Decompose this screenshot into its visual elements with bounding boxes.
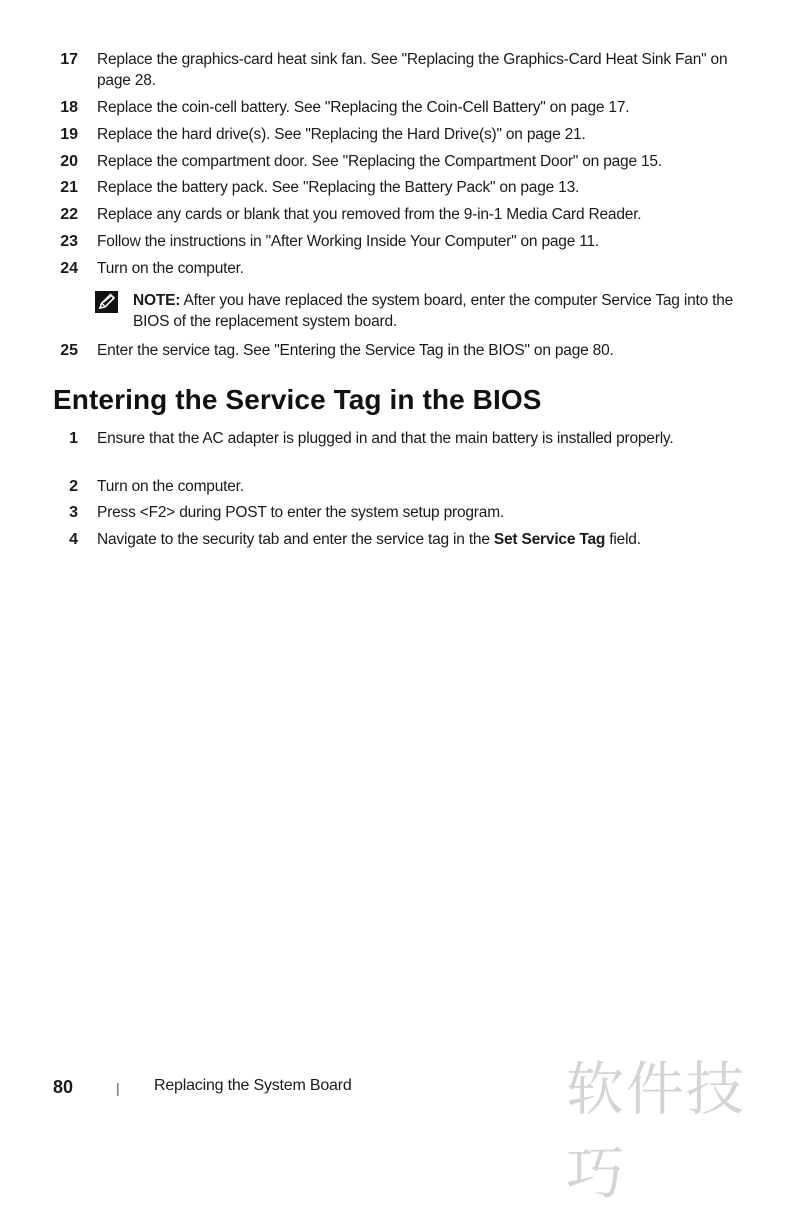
step-number: 3 <box>69 504 78 521</box>
footer-separator: | <box>116 1080 120 1096</box>
step-text: Press <F2> during POST to enter the system setup program. <box>97 504 505 521</box>
watermark: 软件技巧 <box>566 1055 747 1207</box>
step-number: 20 <box>60 153 78 170</box>
step-text: Replace any cards or blank that you removed from the 9-in-1 Media Card Reader. <box>97 206 642 223</box>
step-number: 18 <box>60 99 78 116</box>
page-number: 80 <box>53 1077 74 1097</box>
step-number: 23 <box>60 233 78 250</box>
step-number: 19 <box>60 126 78 143</box>
step-number: 21 <box>60 179 78 196</box>
step-text: Turn on the computer. <box>97 260 244 277</box>
step-number: 24 <box>60 260 78 277</box>
note-body: After you have replaced the system board, enter the computer Service Tag into the BIOS of the replacement system board. <box>133 292 734 330</box>
step-text: Replace the coin-cell battery. See "Replacing the Coin-Cell Battery" on page 17. <box>97 99 630 116</box>
note-label: NOTE: <box>133 292 181 309</box>
step-text: Replace the hard drive(s). See "Replacing the Hard Drive(s)" on page 21. <box>97 126 586 143</box>
step-number: 25 <box>60 342 78 359</box>
step-number: 22 <box>60 206 78 223</box>
step-text-after: field. <box>605 531 641 548</box>
step-text: Replace the battery pack. See "Replacing the Battery Pack" on page 13. <box>97 179 580 196</box>
step-text: Replace the graphics-card heat sink fan. See "Replacing the Graphics-Card Heat Sink Fan" on page 28. <box>97 51 728 89</box>
chapter-title: Replacing the System Board <box>154 1077 352 1094</box>
step-text: Replace the compartment door. See "Replacing the Compartment Door" on page 15. <box>97 153 662 170</box>
step-text-before: Navigate to the security tab and enter the service tag in the <box>97 531 494 548</box>
step-text <box>97 529 777 550</box>
step-number: 4 <box>69 531 78 548</box>
step-number: 17 <box>60 51 78 68</box>
step-number: 2 <box>69 478 78 495</box>
field-name: Set Service Tag <box>493 531 606 548</box>
step-text: Turn on the computer. <box>97 478 244 495</box>
step-text: Follow the instructions in "After Working Inside Your Computer" on page 11. <box>97 233 600 250</box>
step-text: Ensure that the AC adapter is plugged in and that the main battery is installed properly. <box>97 430 674 447</box>
note-text <box>133 290 753 332</box>
pencil-note-icon <box>95 291 118 313</box>
step-text: Enter the service tag. See "Entering the Service Tag in the BIOS" on page 80. <box>97 342 614 359</box>
section-heading: Entering the Service Tag in the BIOS <box>53 384 542 415</box>
step-number: 1 <box>69 430 78 447</box>
